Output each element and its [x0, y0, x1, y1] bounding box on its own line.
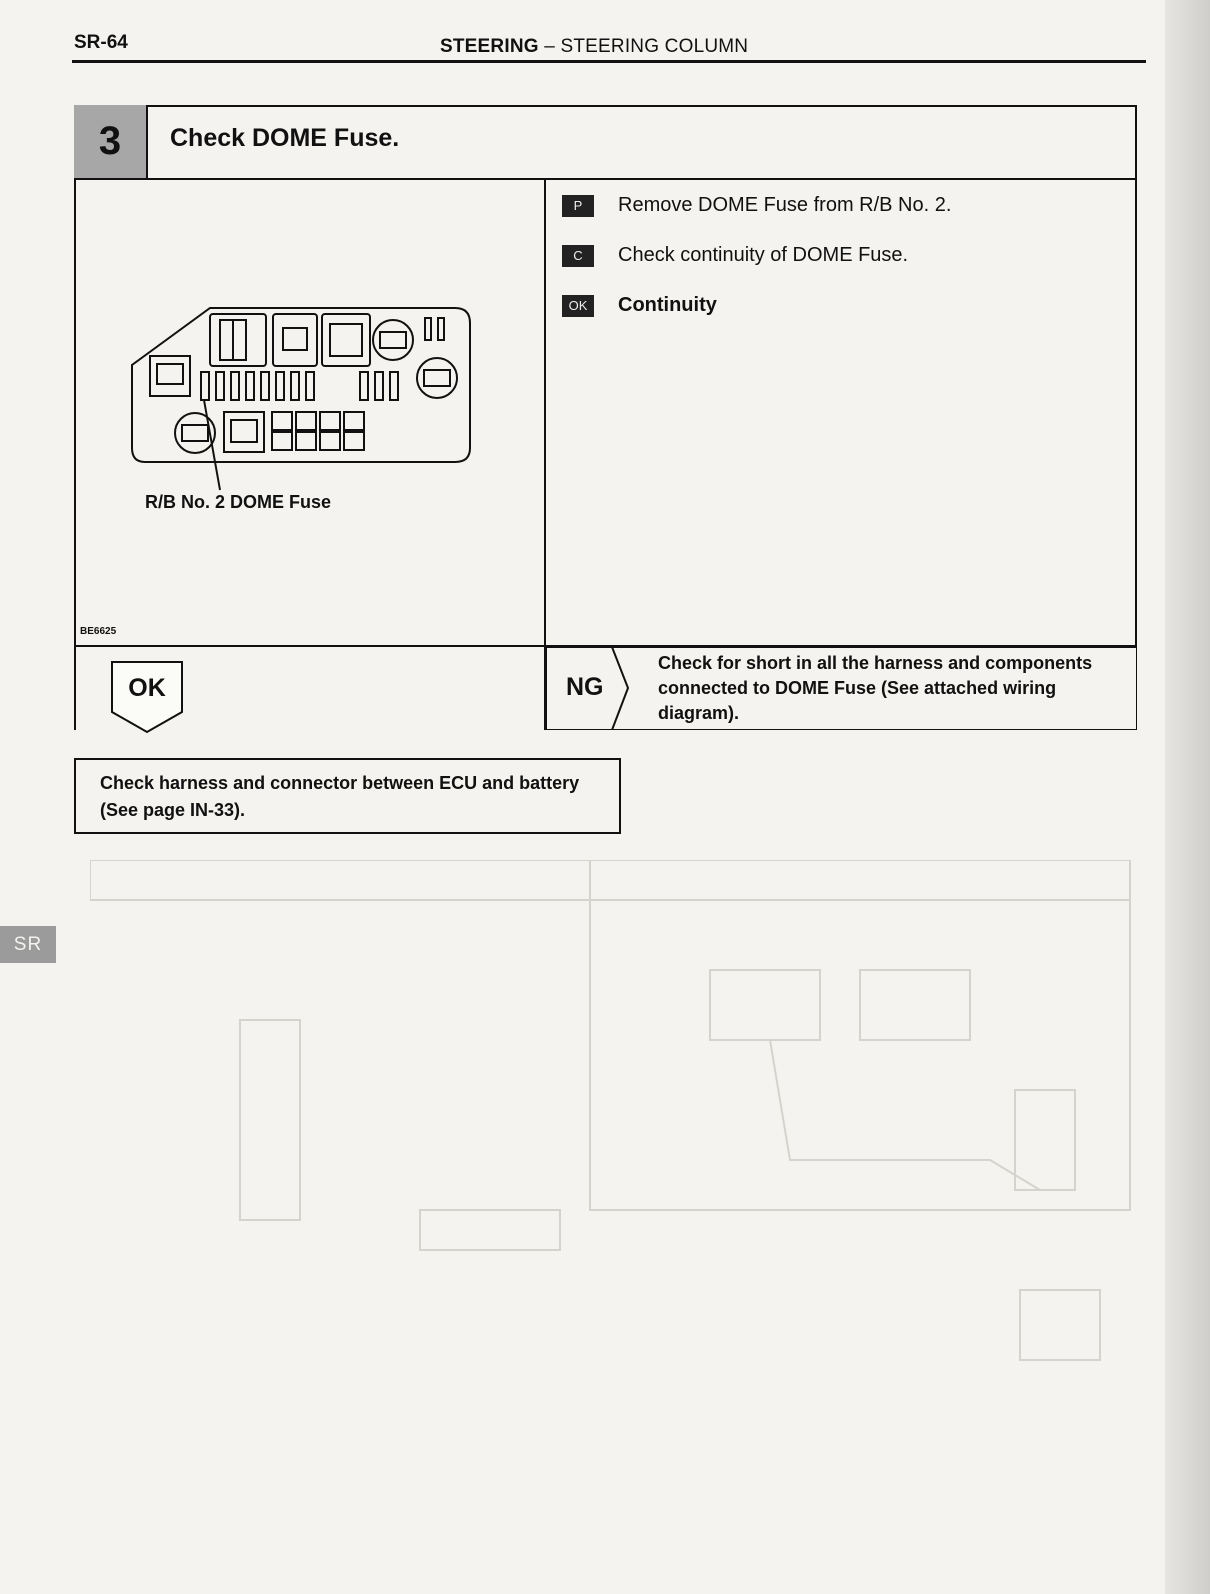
- fuse-callout: R/B No. 2 DOME Fuse: [145, 492, 332, 512]
- ng-action-text: Check for short in all the harness and components connected to DOME Fuse (See attached wiring diagram).: [658, 653, 1093, 723]
- step-title: Check DOME Fuse.: [170, 124, 400, 152]
- instruction-ok: [562, 294, 717, 317]
- page-header: [440, 36, 748, 58]
- next-action-box: Check harness and connector between ECU and battery (See page IN-33).: [74, 758, 621, 834]
- header-separator: –: [538, 36, 561, 57]
- header-rule: [72, 60, 1146, 63]
- figure-code: BE6625: [80, 626, 117, 637]
- page-number: SR-64: [74, 32, 128, 53]
- ng-label: NG: [566, 673, 604, 701]
- badge-p: P: [562, 195, 594, 217]
- ok-label: OK: [128, 674, 166, 702]
- instruction-check: [562, 244, 908, 267]
- badge-c: C: [562, 245, 594, 267]
- instruction-text: Remove DOME Fuse from R/B No. 2.: [618, 194, 952, 216]
- header-section: STEERING: [440, 36, 539, 57]
- instruction-text: Check continuity of DOME Fuse.: [618, 244, 909, 266]
- instruction-text: Continuity: [618, 294, 717, 316]
- bleed-through-artwork: [90, 860, 1150, 1380]
- badge-ok: OK: [562, 295, 594, 317]
- step-number: 3: [74, 105, 148, 180]
- page-edge-shadow: [1165, 0, 1210, 1594]
- section-tab: SR: [0, 926, 56, 963]
- relay-block-diagram: [120, 300, 480, 500]
- ok-result-tag: [110, 660, 186, 736]
- header-subsection: STEERING COLUMN: [560, 36, 749, 57]
- instruction-prepare: [562, 194, 951, 217]
- title-divider: [74, 178, 1137, 180]
